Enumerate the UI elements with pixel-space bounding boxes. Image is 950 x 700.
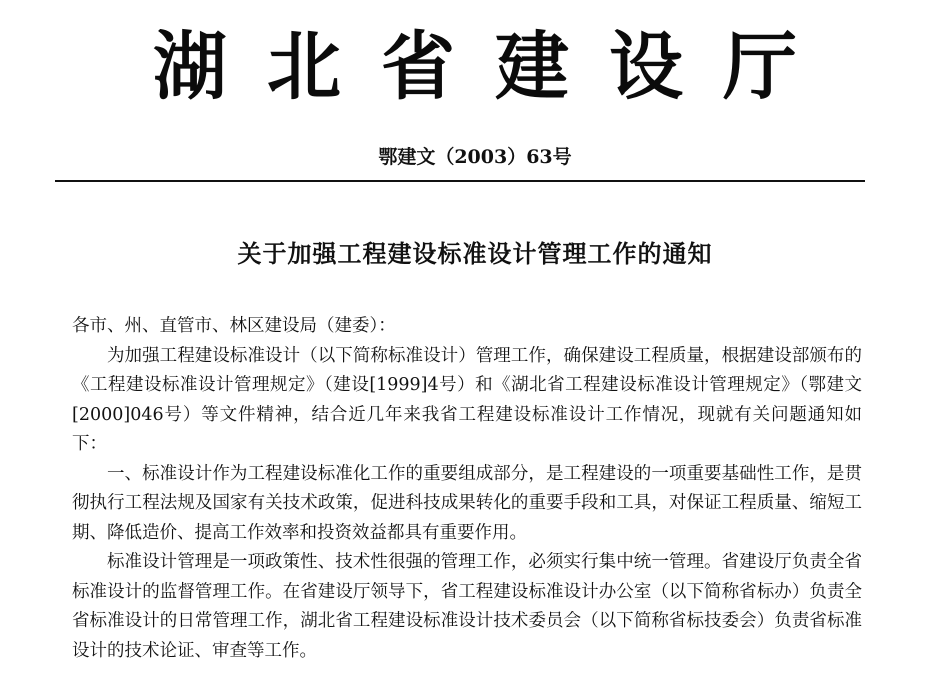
document-number: 鄂建文（2003）63号 bbox=[378, 146, 572, 168]
agency-letterhead: 湖北省建设厅 bbox=[153, 24, 837, 110]
header-divider bbox=[55, 180, 865, 182]
paragraph-management: 标准设计管理是一项政策性、技术性很强的管理工作，必须实行集中统一管理。省建设厅负责全省标准设计的监督管理工作。在省建设厅领导下，省工程建设标准设计办公室（以下简称省标办）负责全省标准设计的日常管理工作，湖北省工程建设标准设计技术委员会（以下简称省标技委会）负责省标准设计的技术论证、审查等工作。 bbox=[72, 552, 862, 661]
notice-body bbox=[72, 312, 862, 666]
paragraph-intro: 为加强工程建设标准设计（以下简称标准设计）管理工作，确保建设工程质量，根据建设部颁布的《工程建设标准设计管理规定》（建设[1999]4号）和《湖北省工程建设标准设计管理规定》（鄂建文[2000]046号）等文件精神，结合近几年来我省工程建设标准设计工作情况，现就有关问题通知如下： bbox=[72, 345, 862, 454]
salutation: 各市、州、直管市、林区建设局（建委）： bbox=[72, 316, 396, 336]
notice-title: 关于加强工程建设标准设计管理工作的通知 bbox=[237, 239, 713, 268]
paragraph-section-1: 一、标准设计作为工程建设标准化工作的重要组成部分，是工程建设的一项重要基础性工作，是贯彻执行工程法规及国家有关技术政策，促进科技成果转化的重要手段和工具，对保证工程质量、缩短工期、降低造价、提高工作效率和投资效益都具有重要作用。 bbox=[72, 463, 862, 543]
